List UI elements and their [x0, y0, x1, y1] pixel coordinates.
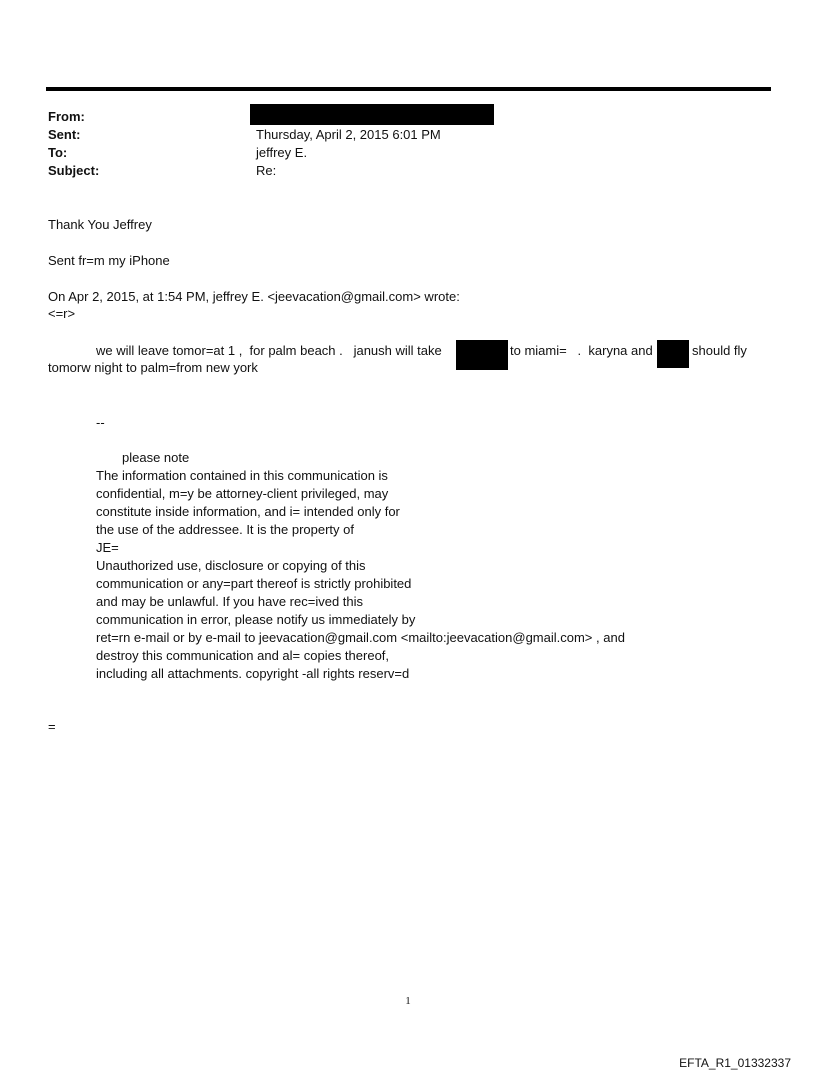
notice-line: and may be unlawful. If you have rec=ived this: [96, 594, 364, 609]
notice-line: JE=: [96, 540, 119, 555]
quote-intro: On Apr 2, 2015, at 1:54 PM, jeffrey E. <jeevacation@gmail.com> wrote:: [48, 289, 460, 304]
from-label: From:: [48, 109, 85, 124]
notice-line: communication or any=part thereof is strictly prohibited: [96, 576, 412, 591]
quoted-text-part2: to miami= . karyna and: [510, 343, 653, 358]
redaction-from: [250, 104, 494, 125]
signature-separator: --: [96, 415, 105, 430]
redaction-name-1: [456, 340, 508, 370]
notice-line: confidential, m=y be attorney-client privileged, may: [96, 486, 389, 501]
sent-value: Thursday, April 2, 2015 6:01 PM: [256, 127, 441, 142]
greeting: Thank You Jeffrey: [48, 217, 152, 232]
quoted-text-part1: we will leave tomor=at 1 , for palm beach . janush will take: [96, 343, 442, 358]
notice-line: The information contained in this communication is: [96, 468, 388, 483]
subject-value: Re:: [256, 163, 277, 178]
notice-title: please note: [122, 450, 190, 465]
to-value: jeffrey E.: [256, 145, 308, 160]
quote-marker: <=r>: [48, 306, 76, 321]
quoted-text-line2: tomorw night to palm=from new york: [48, 360, 258, 375]
signature: Sent fr=m my iPhone: [48, 253, 170, 268]
notice-line: communication in error, please notify us immediately by: [96, 612, 416, 627]
notice-line: constitute inside information, and i= intended only for: [96, 504, 400, 519]
bates-number: EFTA_R1_01332337: [679, 1056, 791, 1070]
notice-line: the use of the addressee. It is the property of: [96, 522, 354, 537]
subject-label: Subject:: [48, 163, 100, 178]
notice-line: including all attachments. copyright -all rights reserv=d: [96, 666, 410, 681]
confidentiality-notice: [96, 467, 625, 683]
notice-line: ret=rn e-mail or by e-mail to jeevacation@gmail.com <mailto:jeevacation@gmail.com> , and: [96, 630, 625, 645]
redaction-name-2: [657, 340, 689, 368]
to-label: To:: [48, 145, 68, 160]
page-number: 1: [405, 995, 411, 1007]
notice-line: destroy this communication and al= copies thereof,: [96, 648, 390, 663]
header-rule: [46, 87, 771, 91]
sent-label: Sent:: [48, 127, 81, 142]
notice-line: Unauthorized use, disclosure or copying of this: [96, 558, 366, 573]
trailing-marker: =: [48, 719, 56, 734]
quoted-text-part3: should fly: [692, 343, 747, 358]
